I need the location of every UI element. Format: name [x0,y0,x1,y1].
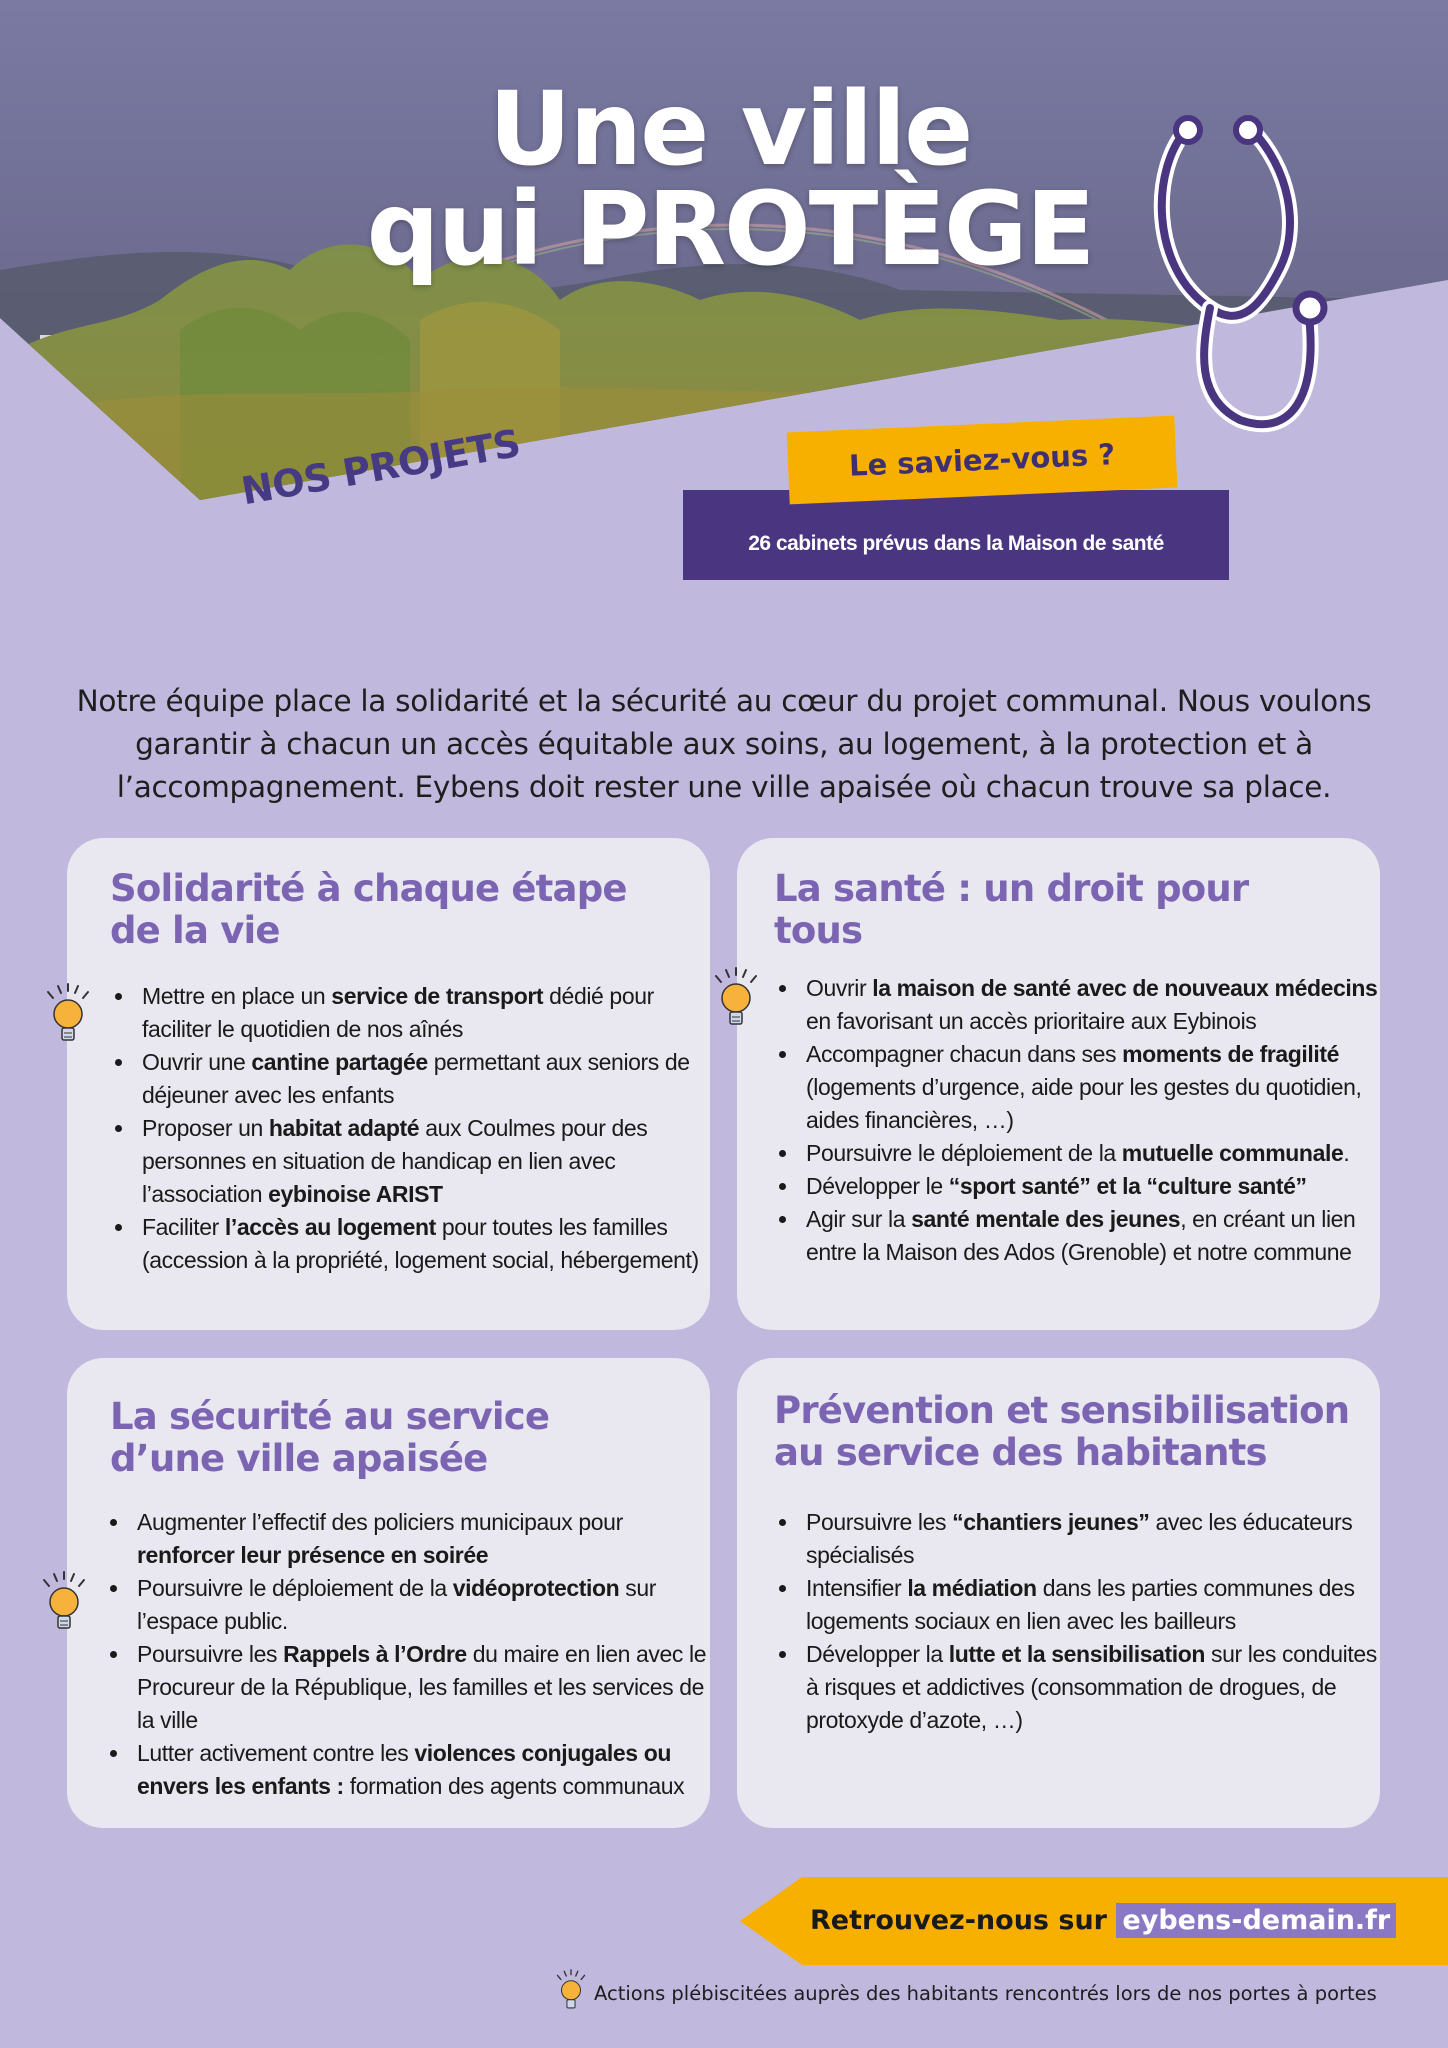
list-item [800,1170,1380,1203]
section-label: NOS PROJETS [238,421,524,514]
list-item [131,1506,716,1572]
card-health [737,838,1380,1330]
item-text: du maire en lien avec le Procureur de la République, les familles et les services de la ville [137,1641,707,1733]
footnote-text: Actions plébiscitées auprès des habitants rencontrés lors de nos portes à portes [594,1981,1377,2005]
list-item [131,1737,716,1803]
list-item [136,1112,706,1211]
list-item [136,1211,706,1277]
website-cta[interactable] [740,1877,1448,1965]
card-solidarity [67,838,710,1330]
title-line-2: qui PROTÈGE [366,170,1094,289]
item-text: , en créant un lien entre la Maison des Ados (Grenoble) et notre commune [806,1206,1356,1265]
item-text: sur les conduites à risques et addictives (consommation de drogues, de protoxyde d’azote, …) [806,1641,1377,1733]
fact-bar: 26 cabinets prévus dans la Maison de santé [683,490,1229,580]
list-item [800,1506,1380,1572]
footnote [552,1968,1377,2018]
item-text: en favorisant un accès prioritaire aux Eybinois [806,1008,1257,1034]
list-item [136,980,706,1046]
title-line-1: Une ville [488,70,972,189]
card-list [110,980,706,1277]
lightbulb-icon [40,982,96,1054]
cta-text [810,1877,1396,1965]
hero-banner [0,0,1448,600]
emphasis-text: mutuelle communale [1121,1140,1344,1166]
emphasis-text: l’accès au logement [224,1214,436,1240]
item-text: dans les parties communes des logements sociaux en lien avec les bailleurs [806,1575,1355,1634]
item-text: Poursuivre les [806,1509,953,1535]
item-text: Intensifier [806,1575,908,1601]
card-title: Prévention et sensibilisation au service des habitants [774,1389,1350,1474]
item-text: . [1343,1140,1350,1166]
intro-paragraph: Notre équipe place la solidarité et la sécurité au cœur du projet communal. Nous voulons garantir à chacun un accès équitable aux soins, au logement, à la protection et à l’accompagnement. Eybens doit rester une ville apaisée où chacun trouve sa place. [76,683,1372,804]
card-title: Solidarité à chaque étape de la vie [110,867,627,952]
item-text: Développer la [806,1641,949,1667]
emphasis-text: habitat adapté [268,1115,420,1141]
stethoscope-icon [1140,108,1340,438]
item-text: Accompagner chacun dans ses [806,1041,1123,1067]
emphasis-text: la médiation [907,1575,1037,1601]
lightbulb-icon [552,1967,590,2019]
item-text: Faciliter [142,1214,225,1240]
emphasis-text: eybinoise ARIST [268,1181,443,1207]
emphasis-text: Rappels à l’Ordre [283,1641,467,1667]
item-text: Poursuivre les [137,1641,284,1667]
list-item [800,1038,1380,1137]
item-text: Lutter activement contre les [137,1740,415,1766]
emphasis-text: la maison de santé avec de nouveaux médecins [872,975,1378,1001]
emphasis-text: santé mentale des jeunes [911,1206,1181,1232]
item-text: avec les éducateurs spécialisés [806,1509,1353,1568]
list-item [800,1572,1380,1638]
main-title [300,70,1160,289]
list-item [800,1638,1380,1737]
item-text: Mettre en place un [142,983,332,1009]
card-title: La santé : un droit pour tous [774,867,1249,952]
item-text: Proposer un [142,1115,269,1141]
emphasis-text: violences conjugales ou envers les enfants : [137,1740,671,1799]
lightbulb-icon [36,1570,92,1642]
card-list [774,1506,1380,1737]
emphasis-text: “chantiers jeunes” [952,1509,1150,1535]
list-item [131,1572,716,1638]
emphasis-text: lutte et la sensibilisation [948,1641,1206,1667]
item-text: Poursuivre le déploiement de la [137,1575,453,1601]
item-text: pour toutes les familles (accession à la propriété, logement social, hébergement) [142,1214,699,1273]
item-text: Agir sur la [806,1206,912,1232]
did-you-know-banner: Le saviez-vous ? [787,416,1178,505]
item-text: Augmenter l’effectif des policiers municipaux pour [137,1509,623,1535]
item-text: (logements d’urgence, aide pour les gestes du quotidien, aides financières, …) [806,1074,1362,1133]
list-item [800,1203,1380,1269]
item-text: Ouvrir [806,975,873,1001]
emphasis-text: “sport santé” et la “culture santé” [948,1173,1307,1199]
emphasis-text: vidéoprotection [452,1575,620,1601]
list-item [800,972,1380,1038]
item-text: permettant aux seniors de déjeuner avec les enfants [142,1049,690,1108]
item-text: formation des agents communaux [343,1773,685,1799]
item-text: sur l’espace public. [137,1575,657,1634]
list-item [800,1137,1380,1170]
list-item [136,1046,706,1112]
lightbulb-icon [708,966,764,1038]
item-text: dédié pour faciliter le quotidien de nos aînés [142,983,654,1042]
emphasis-text: cantine partagée [251,1049,428,1075]
card-prevention [737,1358,1380,1828]
cta-prefix: Retrouvez-nous sur [810,1905,1117,1936]
item-text: Ouvrir une [142,1049,252,1075]
card-security [67,1358,710,1828]
list-item [131,1638,716,1737]
website-link[interactable]: eybens-demain.fr [1116,1903,1396,1938]
emphasis-text: moments de fragilité [1122,1041,1340,1067]
card-list [774,972,1380,1269]
emphasis-text: service de transport [331,983,544,1009]
item-text: aux Coulmes pour des personnes en situation de handicap en lien avec l’association [142,1115,648,1207]
item-text: Développer le [806,1173,949,1199]
item-text: Poursuivre le déploiement de la [806,1140,1122,1166]
card-list [105,1506,716,1803]
emphasis-text: renforcer leur présence en soirée [137,1542,489,1568]
card-title: La sécurité au service d’une ville apaisée [110,1395,550,1480]
